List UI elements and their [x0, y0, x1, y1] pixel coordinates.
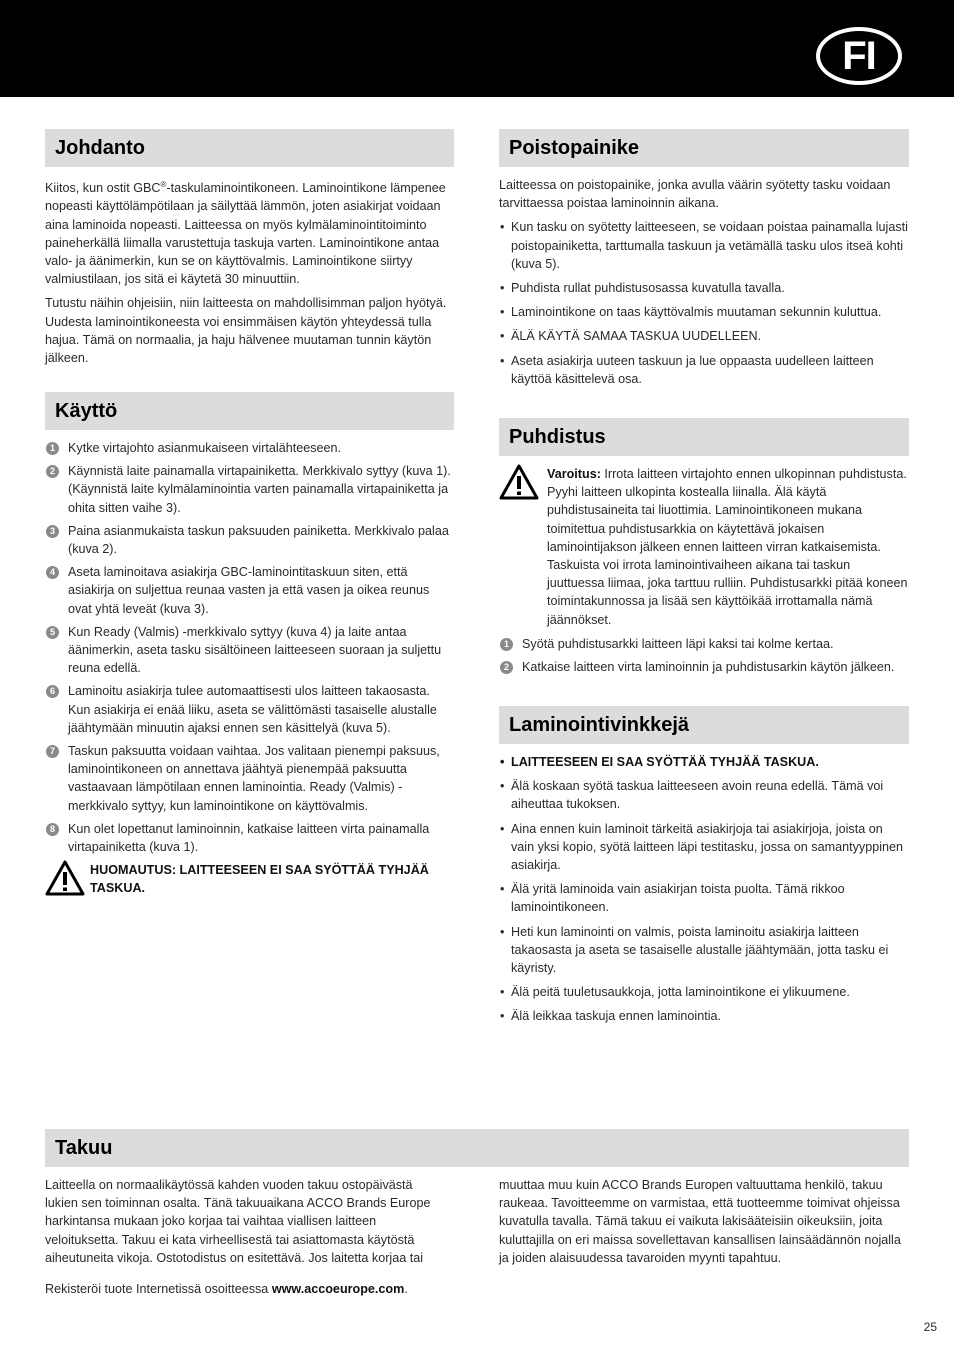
register-text: Rekisteröi tuote Internetissä osoitteessa [45, 1282, 272, 1296]
warning-text [547, 465, 909, 629]
takuu-left-text: Laitteella on normaalikäytössä kahden vuoden takuu ostopäivästä lukien sen toiminnan osalta. Tänä takuuaikana ACCO Brands Europe harkintansa mukaan joko korjaa tai vaihtaa viallisen laitteen veloituksetta. Takuu ei kata virheellisestä tai asiattomasta käytöstä aiheutuneita vikoja. Ostotodistus on esitettävä. Jos laitetta korjaa tai [45, 1178, 431, 1265]
register-end: . [404, 1282, 408, 1296]
poistopainike-intro: Laitteessa on poistopainike, jonka avulla väärin syötetty tasku voidaan tarvittaessa poistaa laminoinnin aikana. [499, 178, 891, 211]
step-number-icon: 8 [46, 823, 59, 836]
step-number-icon: 2 [500, 661, 513, 674]
step-text: Käynnistä laite painamalla virtapainiketta. Merkkivalo syttyy (kuva 1). (Käynnistä laite kylmälaminointia varten painamalla virtapainiketta ja ohita sitten vaihe 3). [68, 464, 451, 515]
list-item: • Älä leikkaa taskuja ennen laminointia. [499, 1007, 909, 1025]
step-text: Taskun paksuutta voidaan vaihtaa. Jos valitaan pienempi paksuus, laminointikoneen on annettava jäähtyä pienempää paksuutta vastaavaan lämpötilaan ennen laminointia. Ready (Valmis) -merkkivalo syttyy, kun laminointikone on käyttövalmis. [68, 744, 440, 813]
section-kaytto [45, 392, 454, 899]
step-text: Kytke virtajohto asianmukaiseen virtalähteeseen. [68, 441, 342, 455]
list-item [499, 635, 909, 653]
list-item [45, 563, 454, 618]
list-item [45, 742, 454, 815]
page-number: 25 [923, 1320, 937, 1334]
puhdistus-warning [499, 465, 909, 629]
warning-icon [499, 464, 539, 500]
johdanto-paragraph-1 [45, 176, 454, 288]
list-item [45, 439, 454, 457]
warning-label: Varoitus: [547, 467, 601, 481]
list-item: • Kun tasku on syötetty laitteeseen, se voidaan poistaa painamalla lujasti poistopainiketta, tarttumalla taskuun ja vetämällä tasku ulos itseä kohti (kuva 5). [499, 218, 909, 273]
poistopainike-list [499, 218, 909, 388]
list-item: • ÄLÄ KÄYTÄ SAMAA TASKUA UUDELLEEN. [499, 327, 909, 345]
step-number-icon: 7 [46, 745, 59, 758]
list-item [45, 820, 454, 856]
section-johdanto [45, 129, 454, 367]
step-number-icon: 5 [46, 626, 59, 639]
list-item [45, 522, 454, 558]
step-text: Laminoitu asiakirja tulee automaattisesti ulos laitteen takaosasta. Kun asiakirja ei enää liiku, aseta se välittömästi tasaiselle alustalle jäähtymään minuutin ajaksi ennen sen käsittelyä (kuva 5). [68, 684, 437, 735]
list-item: • Puhdista rullat puhdistusosassa kuvatulla tavalla. [499, 279, 909, 297]
warning-icon [45, 860, 85, 896]
header-bar [0, 0, 954, 97]
list-item: • Heti kun laminointi on valmis, poista laminoitu asiakirja laitteen takaosasta ja aseta se tasaiselle alustalle jäähtymään, jotta tasku ei käyristy. [499, 923, 909, 978]
johdanto-p1-rest: -taskulaminointikoneen. Laminointikone lämpenee nopeasti käyttölämpötilaan ja säilyttää lämmön, joten asiakirjat voidaan aina laminoida nopeasti. Laitteessa on myös kylmälaminointitoiminto paineherkällä liimalla varustettuja taskuja varten. Laminointikone antaa valo- ja äänimerkin, kun se on käyttövalmis. Laminointikone siirtyy valmiustilaan, jos sitä ei käytetä 30 minuuttiin. [45, 181, 446, 287]
step-number-icon: 6 [46, 685, 59, 698]
step-text: Aseta laminoitava asiakirja GBC-laminointitaskuun siten, että asiakirja on suljettua reunaa vasten ja että vasen ja oikea reunus ovat yhtä leveät (kuva 3). [68, 565, 430, 616]
section-title-kaytto: Käyttö [45, 392, 454, 430]
warning-text: HUOMAUTUS: LAITTEESEEN EI SAA SYÖTTÄÄ TYHJÄÄ TASKUA. [90, 863, 429, 896]
register-link[interactable]: www.accoeurope.com [271, 1282, 405, 1296]
list-item [45, 623, 454, 678]
section-title-puhdistus: Puhdistus [499, 418, 909, 456]
section-title-johdanto: Johdanto [45, 129, 454, 167]
step-text: Paina asianmukaista taskun paksuuden painiketta. Merkkivalo palaa (kuva 2). [68, 523, 449, 557]
step-text: Kun olet lopettanut laminoinnin, katkaise laitteen virta painamalla virtapainiketta (kuva 1). [68, 821, 430, 855]
list-item [499, 658, 909, 676]
section-poistopainike [499, 129, 909, 394]
section-title-takuu: Takuu [45, 1129, 909, 1167]
puhdistus-steps [499, 635, 909, 676]
step-number-icon: 1 [500, 638, 513, 651]
list-item [45, 682, 454, 737]
language-badge: FI [816, 27, 902, 85]
takuu-register [45, 1280, 909, 1298]
list-item: • Älä koskaan syötä taskua laitteeseen avoin reuna edellä. Tämä voi aiheuttaa tukoksen. [499, 777, 909, 813]
warning-body: Irrota laitteen virtajohto ennen ulkopinnan puhdistusta. Pyyhi laitteen ulkopinta kostealla liinalla. Älä käytä puhdistusaineita tai liuottimia. Laminointikoneen mukana toimitettua puhdistusarkkia on käytettävä jokaisen laminointijakson jälkeen ennen laitteen virran katkaisemista. Taskuista voi irrota laminointivaiheen aikana tai taskun juuttuessa liimaa, joka tarttuu rulliin. Puhdistusarkki pitää koneen toimintakunnossa ja lisää sen käyttöikää irrottamalla nämä jäännökset. [547, 467, 908, 627]
list-item: • Älä yritä laminoida vain asiakirjan toista puolta. Tämä rikkoo laminointikoneen. [499, 880, 909, 916]
list-item: • Älä peitä tuuletusaukkoja, jotta laminointikone ei ylikuumene. [499, 983, 909, 1001]
vinkit-list [499, 753, 909, 1026]
registered-mark: ® [160, 180, 167, 189]
kaytto-steps [45, 439, 454, 856]
step-text: Katkaise laitteen virta laminoinnin ja puhdistusarkin käytön jälkeen. [522, 660, 895, 675]
johdanto-paragraph-2: Tutustu näihin ohjeisiin, niin laitteesta on mahdollisimman paljon hyötyä. Uudesta laminointikoneesta voi ensimmäisen käytön yhteydessä tulla hajua. Tämä on normaalia, ja haju hälvenee muutaman tunnin käytön jälkeen. [45, 296, 447, 366]
step-text: Syötä puhdistusarkki laitteen läpi kaksi tai kolme kertaa. [522, 636, 834, 651]
section-title-vinkit: Laminointivinkkejä [499, 706, 909, 744]
step-number-icon: 4 [46, 566, 59, 579]
list-item: • Aseta asiakirja uuteen taskuun ja lue oppaasta uudelleen laitteen käyttöä käsittelevä osa. [499, 352, 909, 388]
section-takuu [45, 1129, 909, 1298]
list-item [45, 462, 454, 517]
list-item: • LAITTEESEEN EI SAA SYÖTTÄÄ TYHJÄÄ TASKUA. [499, 753, 909, 771]
list-item: • Laminointikone on taas käyttövalmis muutaman sekunnin kuluttua. [499, 303, 909, 321]
step-text: Kun Ready (Valmis) -merkkivalo syttyy (kuva 4) ja laite antaa äänimerkin, aseta tasku sisältöineen laitteeseen suoraan ja suljettu reuna edellä. [68, 624, 442, 676]
section-laminointivinkkeja [499, 706, 909, 1032]
list-item: • Aina ennen kuin laminoit tärkeitä asiakirjoja tai asiakirjoja, joista on vain yksi kopio, syötä laitteen läpi testitasku, jossa on samantyyppinen asiakirja. [499, 820, 909, 875]
step-number-icon: 3 [46, 525, 59, 538]
section-puhdistus [499, 418, 909, 681]
section-title-poistopainike: Poistopainike [499, 129, 909, 167]
johdanto-p1-start: Kiitos, kun ostit GBC [45, 181, 161, 196]
step-number-icon: 2 [46, 465, 59, 478]
takuu-right-text: muuttaa muu kuin ACCO Brands Europen valtuuttama henkilö, takuu raukeaa. Tavoitteemme on varmistaa, että tuotteemme toimivat ohjeissa kuvatulla tavalla. Tämä takuu ei vaikuta lakisääteisiin oikeuksiin, joita kuluttajilla on eri maissa sovellettavan kansallisen lainsäädännön nojalla ja joiden alaisuudessa tavaroiden myynti tapahtuu. [499, 1178, 901, 1265]
step-number-icon: 1 [46, 442, 59, 455]
kaytto-warning [45, 861, 454, 899]
